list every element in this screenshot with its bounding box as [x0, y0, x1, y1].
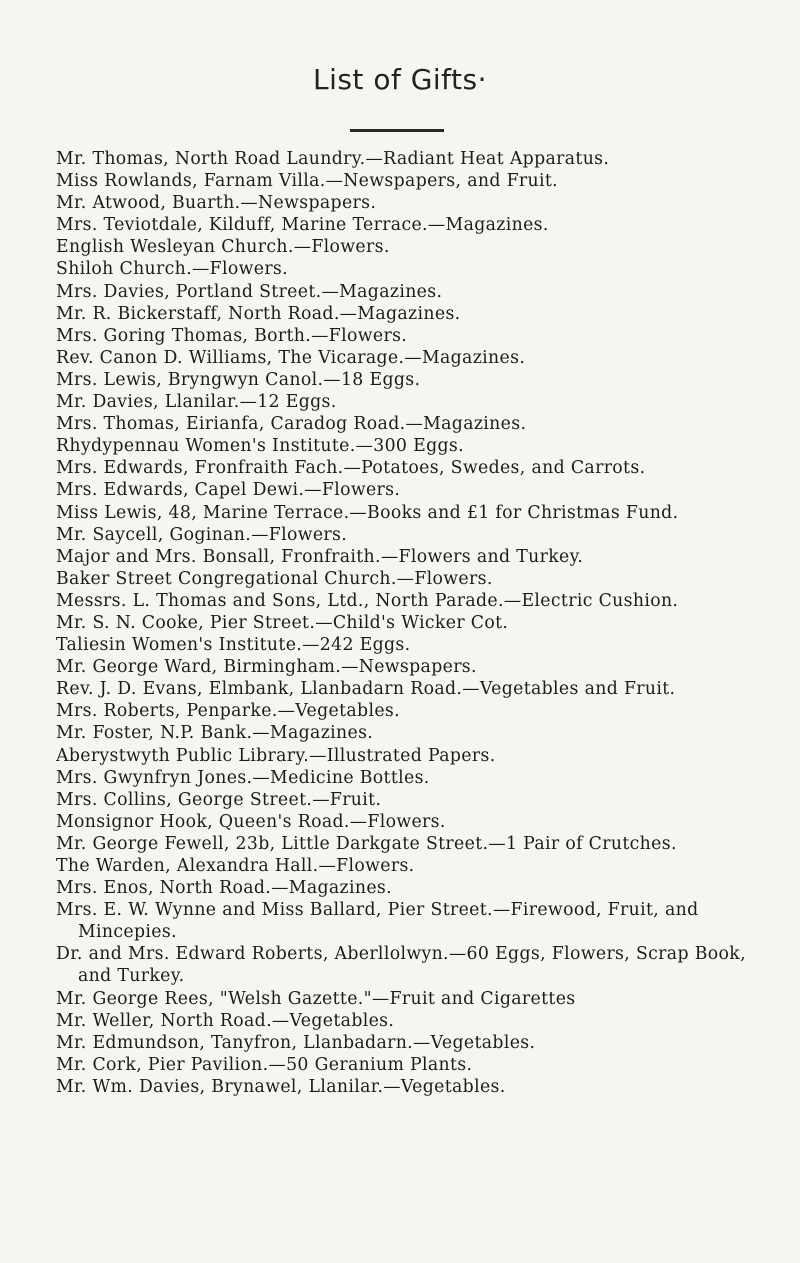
- gift-entry: Aberystwyth Public Library.—Illustrated Papers.: [56, 745, 496, 766]
- gift-entry: Monsignor Hook, Queen's Road.—Flowers.: [56, 811, 446, 832]
- gift-entry: Mrs. Teviotdale, Kilduff, Marine Terrace.—Magazines.: [56, 215, 549, 236]
- gift-entry: Mrs. Enos, North Road.—Magazines.: [56, 878, 392, 899]
- gift-entry: Mr. Atwood, Buarth.—Newspapers.: [56, 193, 377, 214]
- gift-entry: Mrs. Thomas, Eirianfa, Caradog Road.—Magazines.: [56, 414, 527, 435]
- gift-entry: Mrs. Edwards, Fronfraith Fach.—Potatoes, Swedes, and Carrots.: [56, 458, 646, 479]
- gift-entry: Rhydypennau Women's Institute.—300 Eggs.: [56, 436, 464, 457]
- gift-entry: Mr. Wm. Davies, Brynawel, Llanilar.—Vegetables.: [56, 1076, 506, 1097]
- gift-entry: Mr. George Rees, "Welsh Gazette."—Fruit and Cigarettes: [56, 988, 576, 1009]
- gift-entry: Mrs. Collins, George Street.—Fruit.: [56, 789, 382, 810]
- gift-entry: Mr. Davies, Llanilar.—12 Eggs.: [56, 392, 337, 413]
- gift-entry: Mr. S. N. Cooke, Pier Street.—Child's Wicker Cot.: [56, 612, 509, 633]
- gift-entry: Mr. Saycell, Goginan.—Flowers.: [56, 524, 348, 545]
- page-title: List of Gifts·: [312, 63, 488, 96]
- gift-entry: Shiloh Church.—Flowers.: [56, 259, 288, 280]
- gift-entry: The Warden, Alexandra Hall.—Flowers.: [56, 856, 415, 876]
- gift-entry: Mrs. Goring Thomas, Borth.—Flowers.: [56, 325, 408, 346]
- gift-entry: Dr. and Mrs. Edward Roberts, Aberllolwyn.—60 Eggs, Flowers, Scrap Book, and Turkey.: [56, 944, 746, 987]
- gift-entry: Baker Street Congregational Church.—Flowers.: [56, 568, 493, 589]
- gift-entry: Mrs. Gwynfryn Jones.—Medicine Bottles.: [56, 767, 430, 788]
- gift-entry: Mr. Thomas, North Road Laundry.—Radiant Heat Apparatus.: [56, 149, 610, 169]
- gift-entry: Messrs. L. Thomas and Sons, Ltd., North Parade.—Electric Cushion.: [56, 590, 679, 611]
- gift-entry: Mr. Foster, N.P. Bank.—Magazines.: [56, 723, 374, 744]
- gift-entry: Miss Rowlands, Farnam Villa.—Newspapers, and Fruit.: [56, 171, 559, 192]
- gift-entry: Miss Lewis, 48, Marine Terrace.—Books and £1 for Christmas Fund.: [56, 502, 679, 523]
- gift-entry: Taliesin Women's Institute.—242 Eggs.: [56, 635, 411, 656]
- gift-entry: Mrs. Roberts, Penparke.—Vegetables.: [56, 701, 400, 722]
- gift-entry: Mr. George Fewell, 23b, Little Darkgate Street.—1 Pair of Crutches.: [56, 833, 677, 854]
- gift-entry: Mr. R. Bickerstaff, North Road.—Magazines.: [56, 303, 461, 324]
- gift-list: [56, 148, 768, 1098]
- gift-entry: English Wesleyan Church.—Flowers.: [56, 237, 390, 258]
- gift-entry: Mrs. Edwards, Capel Dewi.—Flowers.: [56, 480, 401, 501]
- gift-entry: Mrs. E. W. Wynne and Miss Ballard, Pier Street.—Firewood, Fruit, and Mincepies.: [56, 900, 699, 943]
- gift-entry: Rev. J. D. Evans, Elmbank, Llanbadarn Road.—Vegetables and Fruit.: [56, 679, 676, 700]
- gift-entry: Mr. Cork, Pier Pavilion.—50 Geranium Plants.: [56, 1054, 473, 1075]
- gift-entry: Mr. Edmundson, Tanyfron, Llanbadarn.—Vegetables.: [56, 1032, 536, 1053]
- gift-entry: Mr. Weller, North Road.—Vegetables.: [56, 1010, 395, 1031]
- gift-entry: Major and Mrs. Bonsall, Fronfraith.—Flowers and Turkey.: [56, 546, 584, 567]
- title-underline: [350, 129, 444, 132]
- gift-entry: Mr. George Ward, Birmingham.—Newspapers.: [56, 657, 477, 678]
- gift-entry: Mrs. Davies, Portland Street.—Magazines.: [56, 281, 443, 302]
- gift-entry: Mrs. Lewis, Bryngwyn Canol.—18 Eggs.: [56, 369, 421, 390]
- gift-entry: Rev. Canon D. Williams, The Vicarage.—Magazines.: [56, 347, 526, 368]
